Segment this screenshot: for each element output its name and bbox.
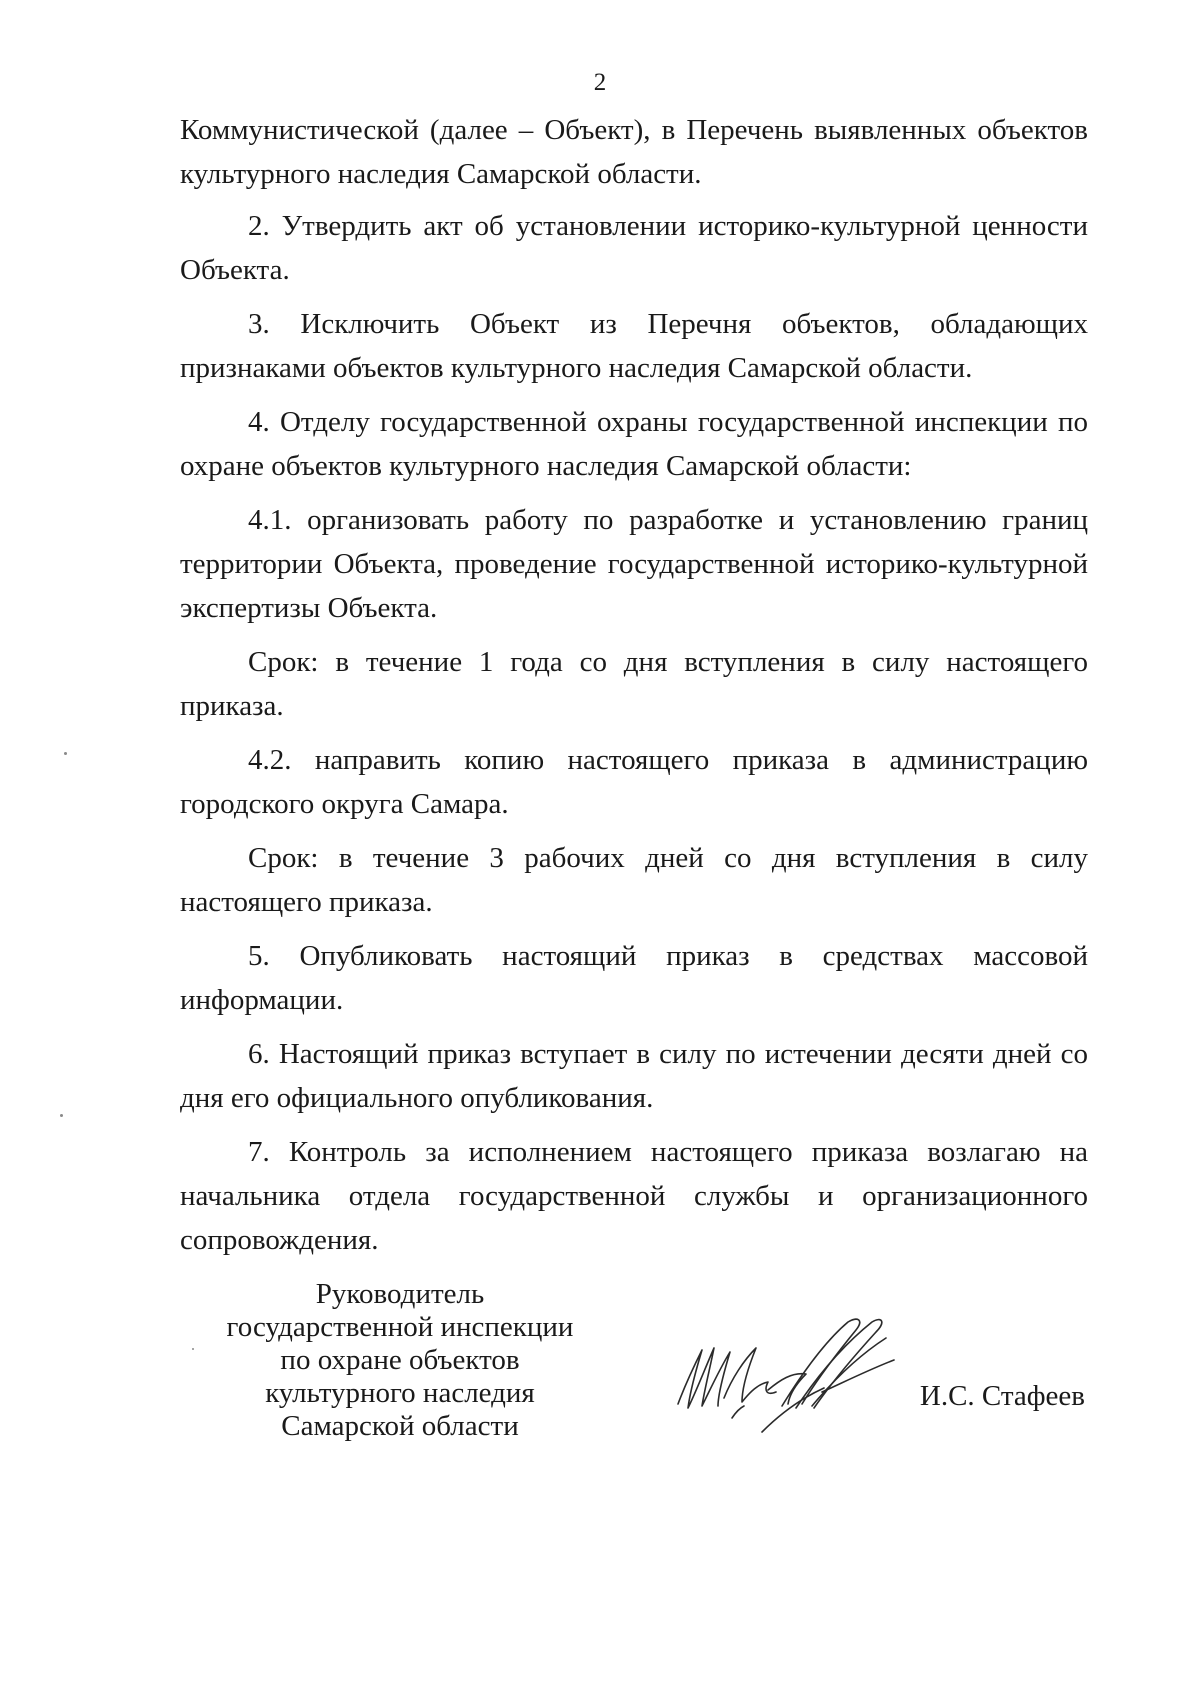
scan-artifact xyxy=(60,1114,63,1117)
paragraph-item-6: 6. Настоящий приказ вступает в силу по истечении десяти дней со дня его официального опубликования. xyxy=(180,1038,1088,1114)
signatory-title-line: Самарской области xyxy=(281,1410,519,1442)
paragraph-item-3: 3. Исключить Объект из Перечня объектов, обладающих признаками объектов культурного наследия Самарской области. xyxy=(180,308,1088,384)
handwritten-signature xyxy=(672,1308,912,1448)
paragraph-item-4: 4. Отделу государственной охраны государственной инспекции по охране объектов культурного наследия Самарской области: xyxy=(180,406,1088,482)
scan-artifact xyxy=(192,1348,194,1350)
paragraph-item-5: 5. Опубликовать настоящий приказ в средствах массовой информации. xyxy=(180,940,1088,1016)
signatory-title xyxy=(220,1278,580,1443)
paragraph-item-4-1: 4.1. организовать работу по разработке и установлению границ территории Объекта, проведение государственной историко-культурной экспертизы Объекта. xyxy=(180,504,1088,624)
paragraph-item-2: 2. Утвердить акт об установлении историко-культурной ценности Объекта. xyxy=(180,210,1088,286)
scan-artifact xyxy=(64,752,67,755)
paragraph-continuation: Коммунистической (далее – Объект), в Перечень выявленных объектов культурного наследия Самарской области. xyxy=(180,114,1088,190)
paragraph-item-4-2: 4.2. направить копию настоящего приказа в администрацию городского округа Самара. xyxy=(180,744,1088,820)
document-body xyxy=(180,108,1088,1272)
signatory-title-line: Руководитель xyxy=(315,1278,485,1310)
signatory-title-line: государственной инспекции xyxy=(226,1311,574,1343)
paragraph-item-7: 7. Контроль за исполнением настоящего приказа возлагаю на начальника отдела государственной службы и организационного сопровождения. xyxy=(180,1136,1088,1256)
signatory-title-line: по охране объектов xyxy=(280,1344,520,1376)
page-number: 2 xyxy=(593,69,607,96)
signatory-title-line: культурного наследия xyxy=(265,1377,535,1409)
paragraph-deadline-4-2: Срок: в течение 3 рабочих дней со дня вступления в силу настоящего приказа. xyxy=(180,842,1088,918)
signatory-name: И.С. Стафеев xyxy=(919,1380,1085,1412)
paragraph-deadline-4-1: Срок: в течение 1 года со дня вступления в силу настоящего приказа. xyxy=(180,646,1088,722)
